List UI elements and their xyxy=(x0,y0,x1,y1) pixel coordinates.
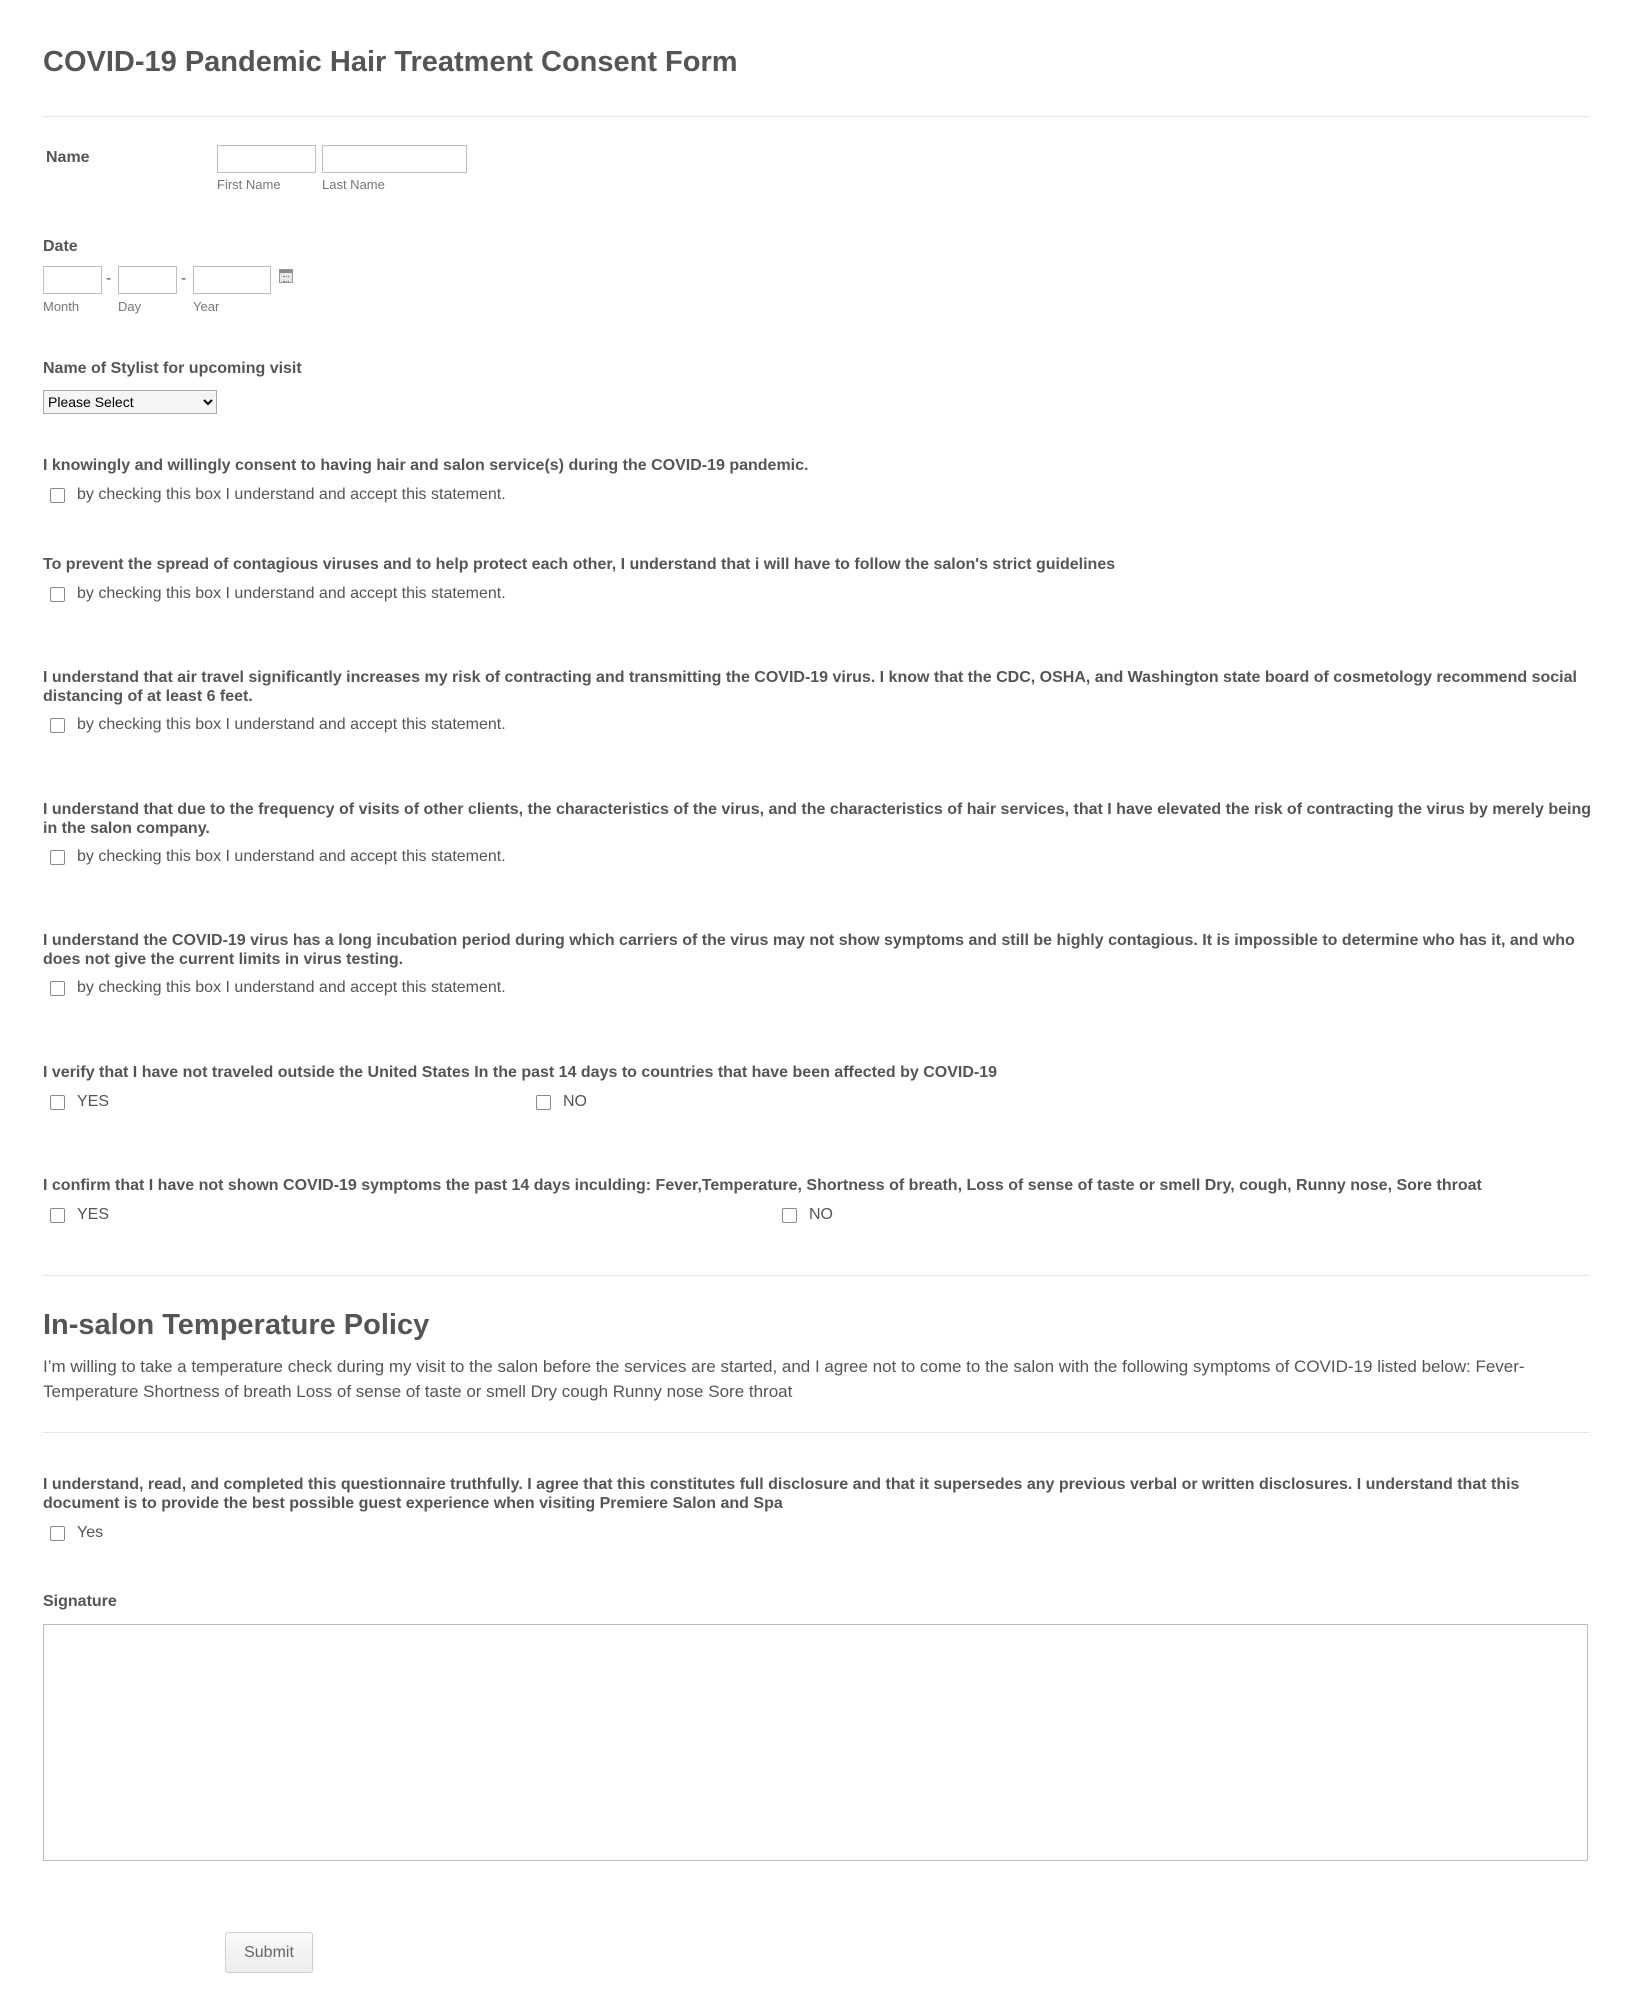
first-name-sublabel: First Name xyxy=(217,177,281,192)
travel-yes-label: YES xyxy=(77,1093,110,1110)
consent-option-label: by checking this box I understand and accept this statement. xyxy=(77,848,506,865)
travel-yes-checkbox[interactable] xyxy=(50,1095,65,1110)
form-title: COVID-19 Pandemic Hair Treatment Consent Form xyxy=(43,46,738,78)
date-month-input[interactable] xyxy=(43,266,102,294)
date-label: Date xyxy=(43,238,78,255)
year-sublabel: Year xyxy=(193,299,220,314)
consent-option-label: by checking this box I understand and accept this statement. xyxy=(77,585,506,602)
section-divider xyxy=(43,1432,1589,1433)
travel-no-checkbox[interactable] xyxy=(536,1095,551,1110)
section-divider xyxy=(43,1275,1589,1276)
calendar-icon[interactable] xyxy=(279,269,293,283)
first-name-input[interactable] xyxy=(217,145,316,173)
submit-button[interactable]: Submit xyxy=(225,1932,313,1973)
name-label: Name xyxy=(46,149,90,166)
travel-no-option[interactable] xyxy=(536,1093,587,1111)
consent-checkbox[interactable] xyxy=(50,488,65,503)
final-question-label: I understand, read, and completed this questionnaire truthfully. I agree that this constitutes full disclosure and that it supersedes any previous verbal or written disclosures. I understand that this document is to provide the best possible guest experience when visiting Premiere Salon and Spa xyxy=(43,1476,1520,1512)
question-label: I understand that due to the frequency of visits of other clients, the characteristics of the virus, and the characteristics of hair services, that I have elevated the risk of contracting the virus by merely being in the salon company. xyxy=(43,801,1591,837)
consent-checkbox[interactable] xyxy=(50,587,65,602)
title-divider xyxy=(43,116,1589,117)
question-label: I understand that air travel significantly increases my risk of contracting and transmitting the COVID-19 virus. I know that the CDC, OSHA, and Washington state board of cosmetology recommend social distancing of at least 6 feet. xyxy=(43,669,1577,705)
date-separator: - xyxy=(106,270,112,287)
symptoms-no-checkbox[interactable] xyxy=(782,1208,797,1223)
question-label: I understand the COVID-19 virus has a long incubation period during which carriers of the virus may not show symptoms and still be highly contagious. It is impossible to determine who has it, and who does not give the current limits in virus testing. xyxy=(43,932,1575,968)
last-name-sublabel: Last Name xyxy=(322,177,385,192)
symptoms-no-label: NO xyxy=(809,1206,833,1223)
question-label: I knowingly and willingly consent to having hair and salon service(s) during the COVID-19 pandemic. xyxy=(43,457,809,474)
consent-checkbox[interactable] xyxy=(50,981,65,996)
final-yes-option[interactable] xyxy=(50,1524,103,1542)
travel-question-label: I verify that I have not traveled outside the United States In the past 14 days to countries that have been affected by COVID-19 xyxy=(43,1064,998,1081)
consent-option[interactable] xyxy=(50,979,506,997)
consent-option[interactable] xyxy=(50,486,506,504)
month-sublabel: Month xyxy=(43,299,80,314)
final-yes-checkbox[interactable] xyxy=(50,1526,65,1541)
date-day-input[interactable] xyxy=(118,266,177,294)
temperature-policy-text: I’m willing to take a temperature check during my visit to the salon before the services are started, and I agree not to come to the salon with the following symptoms of COVID-19 listed below: Fever-Temperature Shortness of breath Loss of sense of taste or smell Dry cough Runny nose Sore throat xyxy=(43,1357,1525,1401)
last-name-input[interactable] xyxy=(322,145,467,173)
stylist-label: Name of Stylist for upcoming visit xyxy=(43,360,302,377)
symptoms-yes-option[interactable] xyxy=(50,1206,109,1224)
signature-label: Signature xyxy=(43,1593,117,1610)
stylist-select[interactable] xyxy=(43,390,217,414)
symptoms-no-option[interactable] xyxy=(782,1206,833,1224)
date-year-input[interactable] xyxy=(193,266,271,294)
date-separator: - xyxy=(181,270,187,287)
consent-option-label: by checking this box I understand and accept this statement. xyxy=(77,716,506,733)
signature-pad[interactable] xyxy=(43,1624,1588,1861)
travel-no-label: NO xyxy=(563,1093,587,1110)
consent-option[interactable] xyxy=(50,585,506,603)
symptoms-question-label: I confirm that I have not shown COVID-19 symptoms the past 14 days inculding: Fever,Temperature, Shortness of breath, Loss of sense of taste or smell Dry, cough, Runny nose, Sore throat xyxy=(43,1177,1482,1194)
consent-option[interactable] xyxy=(50,848,506,866)
travel-yes-option[interactable] xyxy=(50,1093,109,1111)
final-yes-label: Yes xyxy=(77,1524,104,1541)
day-sublabel: Day xyxy=(118,299,142,314)
consent-checkbox[interactable] xyxy=(50,718,65,733)
consent-checkbox[interactable] xyxy=(50,850,65,865)
question-label: To prevent the spread of contagious viruses and to help protect each other, I understand that i will have to follow the salon's strict guidelines xyxy=(43,556,1116,573)
symptoms-yes-checkbox[interactable] xyxy=(50,1208,65,1223)
temperature-policy-heading: In-salon Temperature Policy xyxy=(43,1309,430,1341)
symptoms-yes-label: YES xyxy=(77,1206,110,1223)
consent-option-label: by checking this box I understand and accept this statement. xyxy=(77,486,506,503)
consent-option-label: by checking this box I understand and accept this statement. xyxy=(77,979,506,996)
consent-option[interactable] xyxy=(50,716,506,734)
